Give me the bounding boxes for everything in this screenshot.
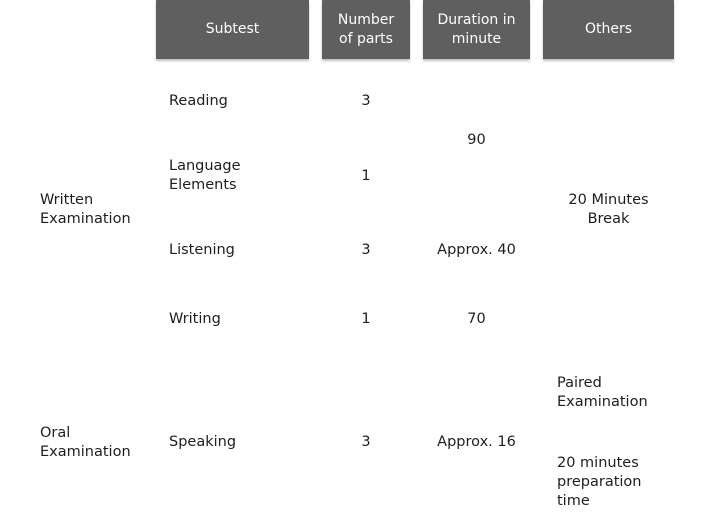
subtest-listening: Listening xyxy=(169,242,235,258)
parts-listening: 3 xyxy=(361,242,371,258)
duration-speaking: Approx. 16 xyxy=(437,434,516,450)
parts-speaking: 3 xyxy=(361,434,371,450)
subtest-writing: Writing xyxy=(169,311,221,327)
duration-reading-language: 90 xyxy=(467,132,486,148)
parts-reading: 3 xyxy=(361,93,371,109)
parts-language-elements: 1 xyxy=(361,168,371,184)
section-written-examination: Written Examination xyxy=(40,192,131,227)
header-duration xyxy=(423,0,530,59)
header-subtest-label: Subtest xyxy=(205,21,260,37)
subtest-language-elements: Language Elements xyxy=(169,158,241,193)
subtest-speaking: Speaking xyxy=(169,434,237,450)
others-written-break: 20 Minutes Break xyxy=(568,192,649,227)
header-others-label: Others xyxy=(584,21,633,37)
section-oral-examination: Oral Examination xyxy=(40,425,131,460)
others-oral-paired: Paired Examination xyxy=(557,375,648,410)
header-number-of-parts xyxy=(322,0,410,59)
subtest-reading: Reading xyxy=(169,93,228,109)
duration-listening: Approx. 40 xyxy=(437,242,516,258)
duration-writing: 70 xyxy=(467,311,486,327)
header-others xyxy=(543,0,674,59)
header-duration-label: Duration in minute xyxy=(437,11,516,47)
others-oral-preparation: 20 minutes preparation time xyxy=(557,455,642,509)
header-subtest xyxy=(156,0,309,59)
header-number-of-parts-label: Number of parts xyxy=(337,11,395,47)
parts-writing: 1 xyxy=(361,311,371,327)
